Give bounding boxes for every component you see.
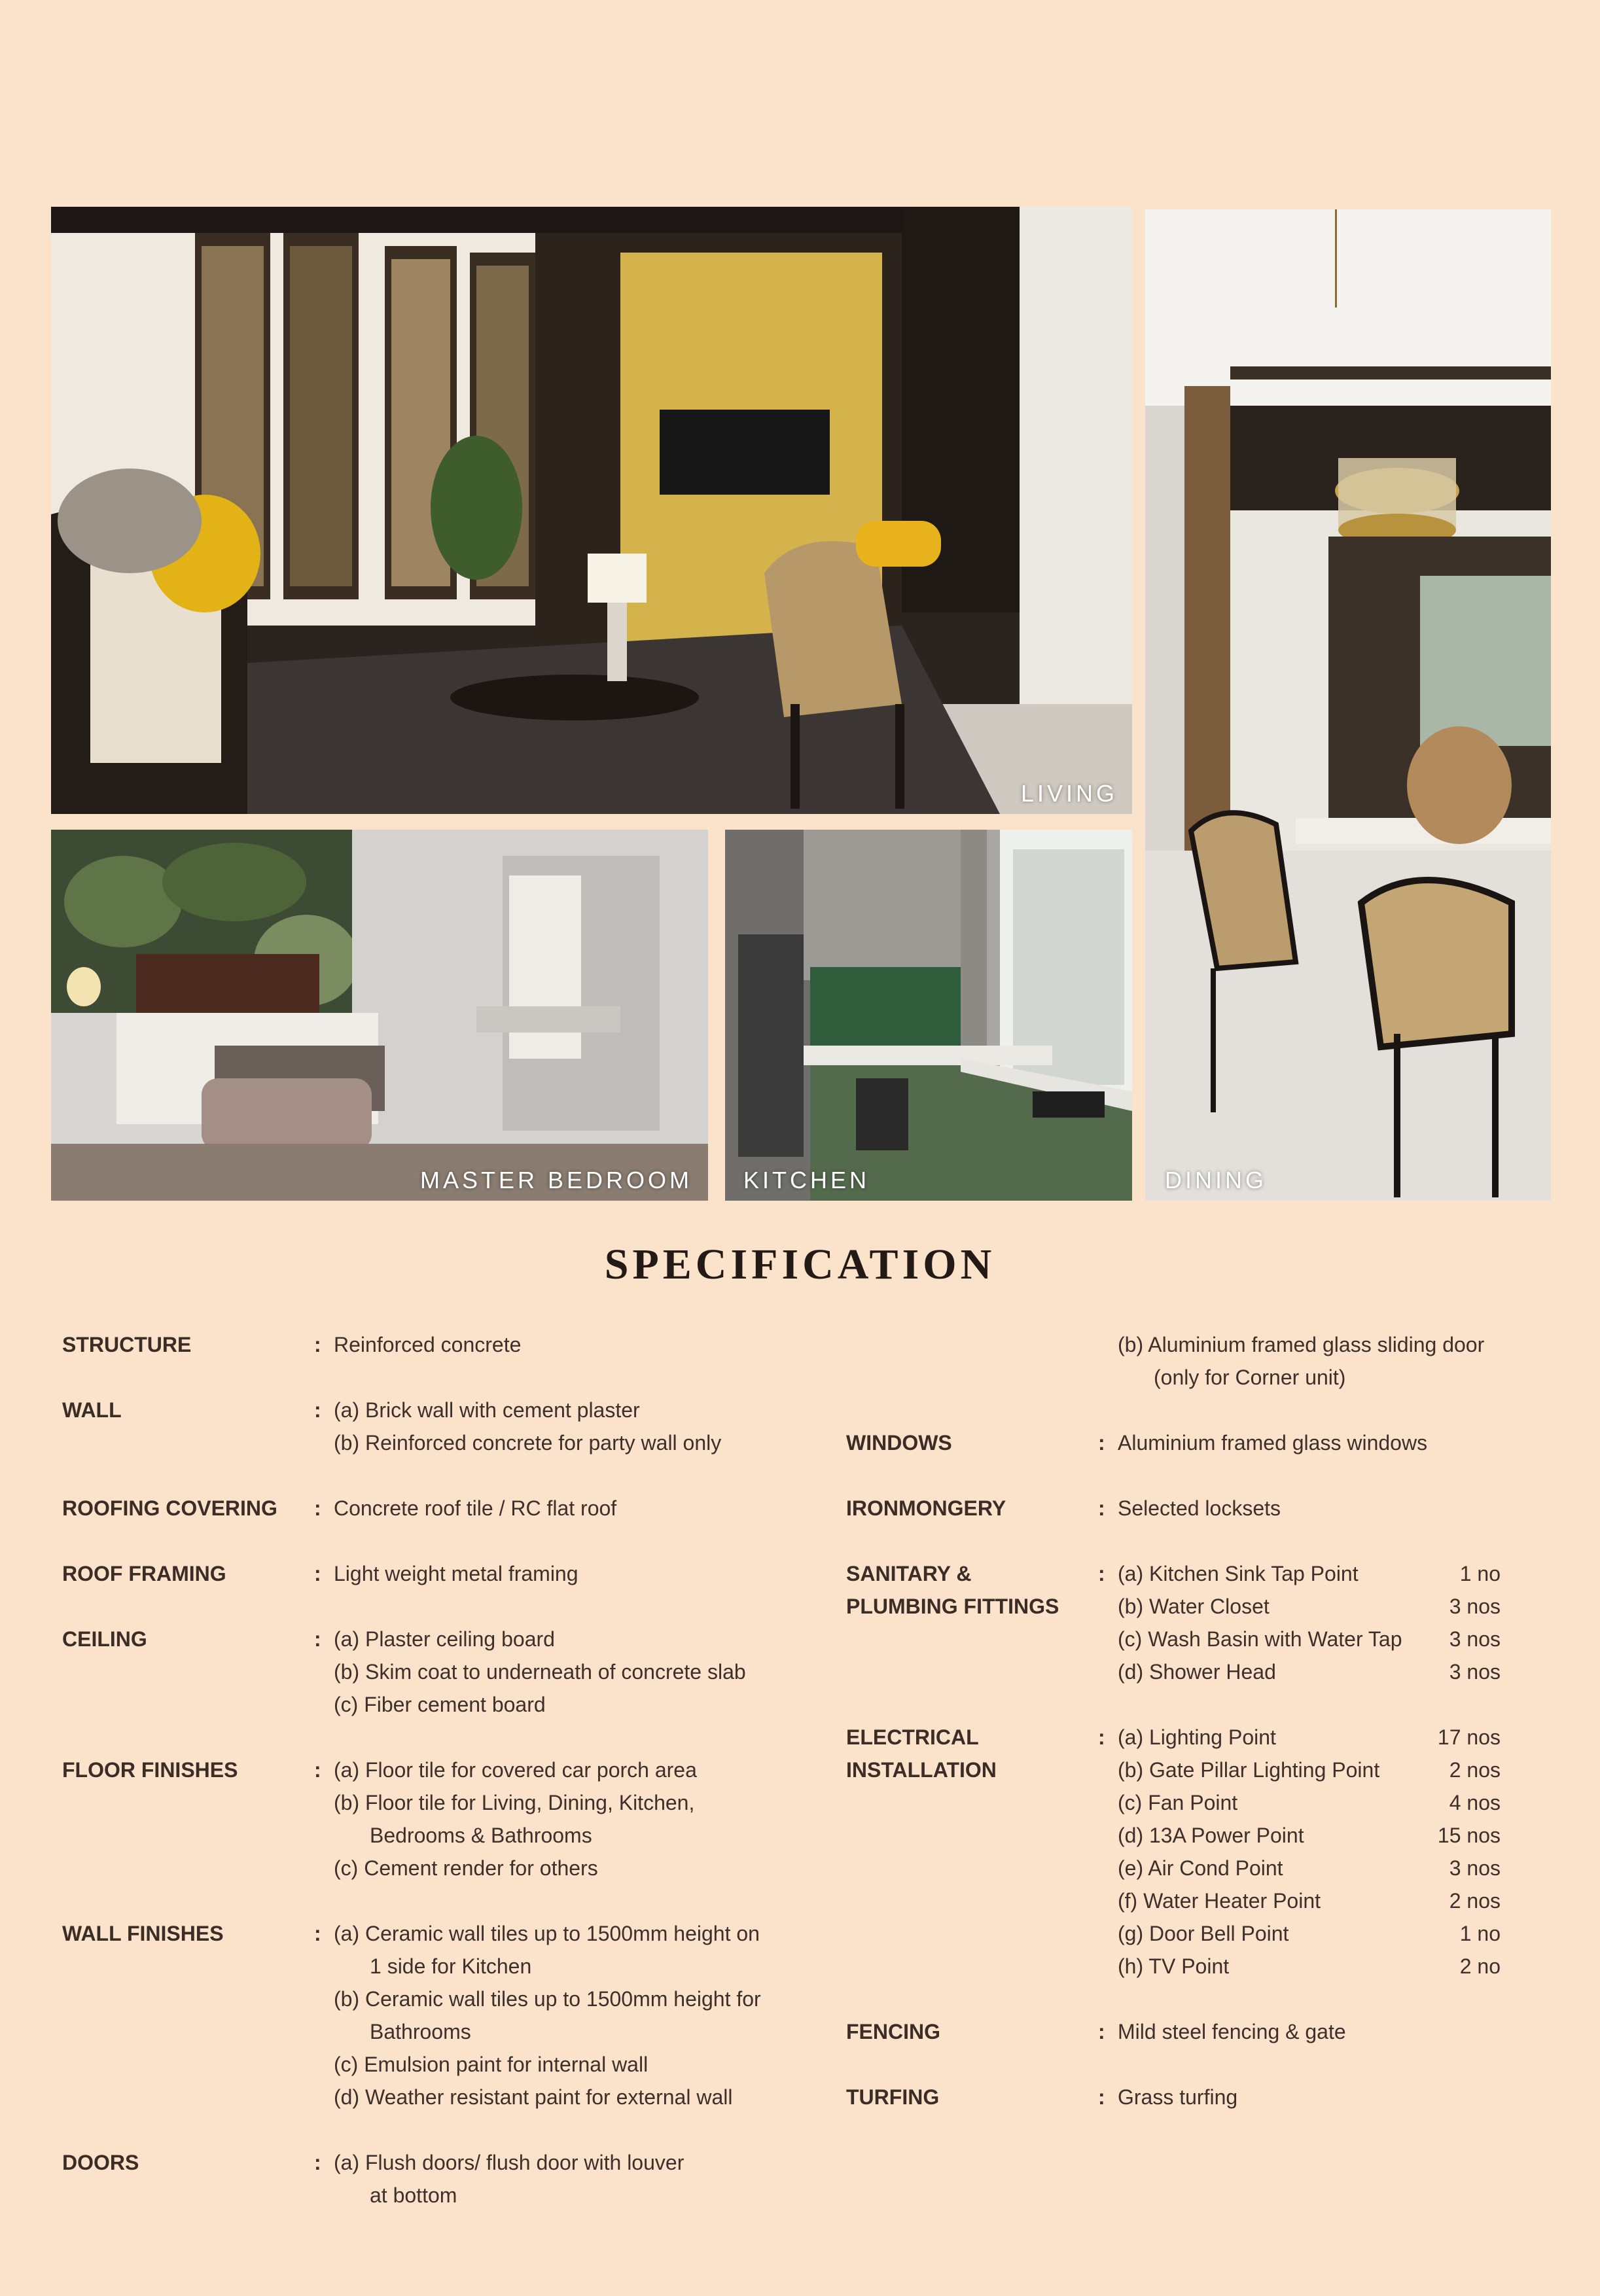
- spec-line: at bottom: [370, 2183, 457, 2207]
- spec-item: [1118, 1786, 1501, 1819]
- spec-item-name: (h) TV Point: [1118, 1954, 1230, 1978]
- spec-item: [1118, 1950, 1501, 1983]
- spec-item: [1118, 1590, 1501, 1623]
- spec-colon: :: [314, 1496, 321, 1520]
- spec-item: [1118, 1754, 1501, 1786]
- spec-values: [334, 1557, 578, 1590]
- spec-item-qty: 3 nos: [1449, 1856, 1501, 1880]
- spec-line: Selected locksets: [1118, 1496, 1281, 1520]
- spec-values: [334, 1394, 721, 1459]
- spec-values: [334, 2146, 684, 2212]
- spec-line: Concrete roof tile / RC flat roof: [334, 1496, 617, 1520]
- spec-values: [1118, 2015, 1346, 2048]
- spec-item-name: (b) Gate Pillar Lighting Point: [1118, 1758, 1380, 1782]
- spec-values: [1118, 1492, 1281, 1525]
- spec-line: (b) Skim coat to underneath of concrete slab: [334, 1660, 746, 1684]
- spec-colon: :: [314, 2151, 321, 2174]
- spec-line: (c) Fiber cement board: [334, 1693, 546, 1716]
- spec-label-line: INSTALLATION: [846, 1758, 997, 1782]
- spec-label: WALL: [62, 1398, 122, 1422]
- spec-item: [1118, 1852, 1501, 1884]
- spec-item-name: (c) Wash Basin with Water Tap: [1118, 1627, 1402, 1651]
- spec-colon: :: [314, 1562, 321, 1585]
- spec-values: [1118, 2081, 1237, 2113]
- spec-label-line: ELECTRICAL: [846, 1725, 979, 1749]
- spec-line: (c) Cement render for others: [334, 1856, 598, 1880]
- spec-values: [334, 1623, 746, 1721]
- spec-label: WINDOWS: [846, 1431, 952, 1455]
- spec-line: (only for Corner unit): [1154, 1366, 1346, 1389]
- spec-colon: :: [314, 1398, 321, 1422]
- spec-item-qty: 2 no: [1459, 1954, 1501, 1978]
- spec-line: Bathrooms: [370, 2020, 471, 2043]
- spec-item-name: (c) Fan Point: [1118, 1791, 1238, 1814]
- spec-label: FLOOR FINISHES: [62, 1758, 238, 1782]
- spec-item: [1118, 1884, 1501, 1917]
- spec-item: [1118, 1819, 1501, 1852]
- spec-item-qty: 2 nos: [1449, 1889, 1501, 1913]
- spec-colon: :: [1098, 1562, 1105, 1585]
- spec-item-name: (a) Kitchen Sink Tap Point: [1118, 1562, 1359, 1585]
- spec-line: (b) Ceramic wall tiles up to 1500mm height for: [334, 1987, 761, 2011]
- spec-item-name: (d) Shower Head: [1118, 1660, 1276, 1684]
- spec-line: (a) Brick wall with cement plaster: [334, 1398, 640, 1422]
- spec-item-qty: 3 nos: [1449, 1595, 1501, 1618]
- spec-values: [1118, 1721, 1501, 1983]
- spec-label: ROOFING COVERING: [62, 1496, 277, 1520]
- specification-title: SPECIFICATION: [604, 1241, 996, 1288]
- spec-item-qty: 4 nos: [1449, 1791, 1501, 1814]
- spec-line: Reinforced concrete: [334, 1333, 522, 1356]
- spec-label: CEILING: [62, 1627, 147, 1651]
- spec-item-qty: 1 no: [1459, 1562, 1501, 1585]
- spec-values: [1118, 1328, 1484, 1394]
- spec-item-name: (b) Water Closet: [1118, 1595, 1270, 1618]
- spec-item: [1118, 1623, 1501, 1655]
- spec-line: Light weight metal framing: [334, 1562, 578, 1585]
- spec-colon: :: [1098, 1496, 1105, 1520]
- spec-item-name: (d) 13A Power Point: [1118, 1824, 1304, 1847]
- spec-label-line: PLUMBING FITTINGS: [846, 1595, 1059, 1618]
- spec-item-qty: 17 nos: [1437, 1725, 1501, 1749]
- spec-label: TURFING: [846, 2085, 940, 2109]
- spec-item: [1118, 1655, 1501, 1688]
- spec-item-qty: 3 nos: [1449, 1627, 1501, 1651]
- dining-room-illustration: [1145, 209, 1551, 1201]
- master-bedroom-photo: [51, 830, 708, 1201]
- living-room-illustration: [51, 207, 1132, 814]
- spec-line: 1 side for Kitchen: [370, 1954, 532, 1978]
- spec-item-name: (f) Water Heater Point: [1118, 1889, 1321, 1913]
- kitchen-caption: KITCHEN: [743, 1167, 870, 1193]
- spec-values: [334, 1328, 521, 1361]
- spec-line: Grass turfing: [1118, 2085, 1238, 2109]
- spec-label: STRUCTURE: [62, 1333, 192, 1356]
- spec-colon: :: [1098, 2020, 1105, 2043]
- spec-item: [1118, 1721, 1501, 1754]
- spec-line: (d) Weather resistant paint for external wall: [334, 2085, 733, 2109]
- spec-line: (b) Floor tile for Living, Dining, Kitchen,: [334, 1791, 695, 1814]
- spec-line: (a) Flush doors/ flush door with louver: [334, 2151, 684, 2174]
- spec-colon: :: [1098, 1431, 1105, 1455]
- spec-label: DOORS: [62, 2151, 139, 2174]
- spec-item: [1118, 1557, 1501, 1590]
- spec-line: Bedrooms & Bathrooms: [370, 1824, 592, 1847]
- spec-line: (b) Aluminium framed glass sliding door: [1118, 1333, 1485, 1356]
- spec-colon: :: [314, 1627, 321, 1651]
- spec-values: [1118, 1557, 1501, 1688]
- spec-item-name: (a) Lighting Point: [1118, 1725, 1276, 1749]
- dining-caption: DINING: [1165, 1167, 1267, 1193]
- spec-item-qty: 2 nos: [1449, 1758, 1501, 1782]
- spec-item-qty: 1 no: [1459, 1922, 1501, 1945]
- spec-label: IRONMONGERY: [846, 1496, 1006, 1520]
- spec-label-line: SANITARY &: [846, 1562, 972, 1585]
- spec-label: ROOF FRAMING: [62, 1562, 226, 1585]
- spec-label: [846, 1721, 997, 1786]
- kitchen-illustration: [725, 830, 1132, 1201]
- spec-colon: :: [314, 1333, 321, 1356]
- spec-item: [1118, 1917, 1501, 1950]
- spec-item-qty: 3 nos: [1449, 1660, 1501, 1684]
- dining-room-photo: [1145, 209, 1551, 1201]
- spec-item-name: (e) Air Cond Point: [1118, 1856, 1283, 1880]
- spec-line: (a) Floor tile for covered car porch area: [334, 1758, 697, 1782]
- spec-values: [1118, 1426, 1427, 1459]
- master-bedroom-caption: MASTER BEDROOM: [419, 1167, 692, 1193]
- spec-line: (b) Reinforced concrete for party wall only: [334, 1431, 722, 1455]
- spec-colon: :: [1098, 2085, 1105, 2109]
- spec-label: [846, 1557, 1059, 1623]
- spec-values: [334, 1754, 697, 1884]
- spec-colon: :: [1098, 1725, 1105, 1749]
- spec-item-name: (g) Door Bell Point: [1118, 1922, 1289, 1945]
- living-caption: LIVING: [1020, 780, 1118, 807]
- kitchen-photo: [725, 830, 1132, 1201]
- spec-line: (c) Emulsion paint for internal wall: [334, 2053, 649, 2076]
- spec-line: (a) Plaster ceiling board: [334, 1627, 555, 1651]
- spec-label: WALL FINISHES: [62, 1922, 224, 1945]
- master-bedroom-illustration: [51, 830, 708, 1201]
- spec-colon: :: [314, 1922, 321, 1945]
- spec-item-qty: 15 nos: [1437, 1824, 1501, 1847]
- spec-line: (a) Ceramic wall tiles up to 1500mm height on: [334, 1922, 760, 1945]
- spec-line: Mild steel fencing & gate: [1118, 2020, 1346, 2043]
- spec-values: [334, 1492, 616, 1525]
- spec-colon: :: [314, 1758, 321, 1782]
- living-room-photo: [51, 207, 1132, 814]
- spec-values: [334, 1917, 761, 2113]
- spec-line: Aluminium framed glass windows: [1118, 1431, 1428, 1455]
- spec-label: FENCING: [846, 2020, 940, 2043]
